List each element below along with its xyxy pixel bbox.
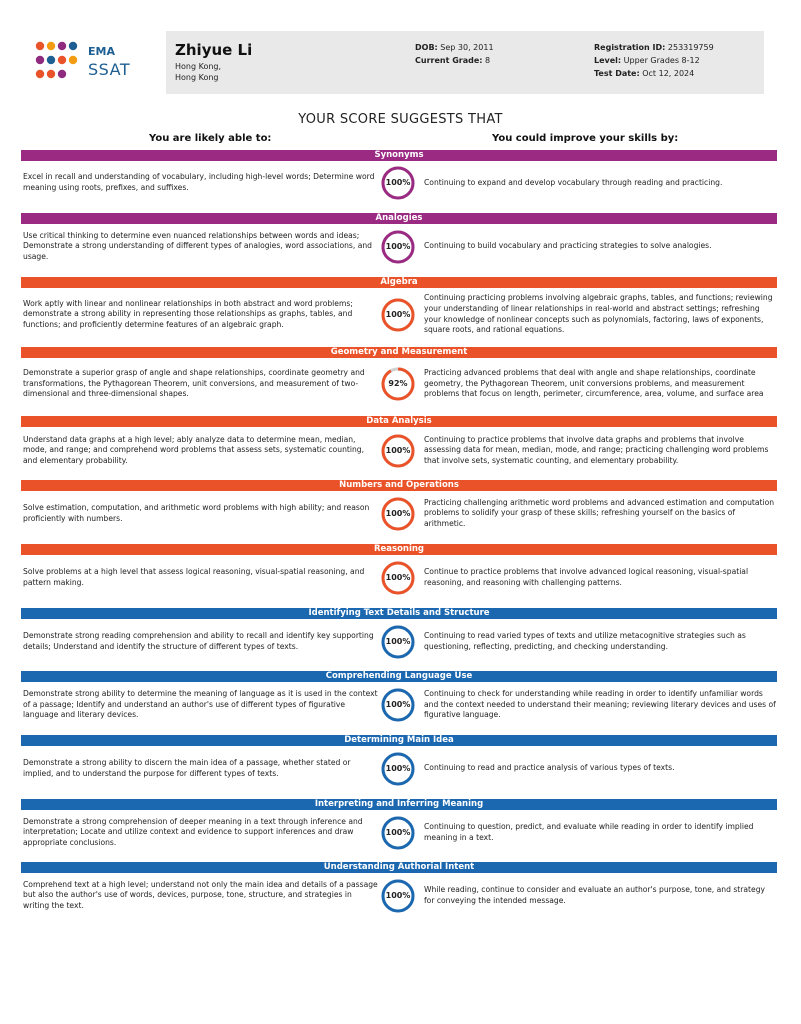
section-title: Data Analysis <box>366 416 432 426</box>
score-ring <box>381 752 415 786</box>
student-location-line1: Hong Kong, <box>175 62 222 71</box>
section-title-bar <box>21 735 777 746</box>
logo-dots-icon <box>34 41 86 85</box>
section-title: Synonyms <box>374 150 424 160</box>
dob-field <box>415 43 494 52</box>
improve-text <box>424 288 777 341</box>
likely-able-sentence: Work aptly with linear and nonlinear relationships in both abstract and word problems; demonstrate a strong ability in representing those relationships as graphs, tables, and functions; and proficiently determine features of an algebraic graph. <box>23 298 353 329</box>
score-section <box>21 150 777 205</box>
improve-sentence: Practicing challenging arithmetic word problems and advanced estimation and computation problems to solidify your grasp of these skills; refreshing yourself on the basics of arithmetic. <box>424 497 775 528</box>
dob-label: DOB: <box>415 43 438 52</box>
score-ring <box>381 625 415 659</box>
likely-able-text <box>23 682 378 728</box>
likely-able-text <box>23 746 378 791</box>
score-percent: 100% <box>385 241 411 251</box>
score-ring <box>381 434 415 468</box>
section-title-bar <box>21 347 777 358</box>
likely-able-heading: You are likely able to: <box>149 133 272 144</box>
score-percent: 100% <box>385 508 411 518</box>
test-date-value: Oct 12, 2024 <box>642 69 695 78</box>
score-section <box>21 735 777 791</box>
score-ring <box>381 561 415 595</box>
score-section <box>21 416 777 474</box>
logo-product: SSAT <box>88 60 131 79</box>
dob-value: Sep 30, 2011 <box>440 43 494 52</box>
student-info-panel <box>166 31 764 94</box>
improve-sentence: Continuing to expand and develop vocabulary through reading and practicing. <box>424 177 723 187</box>
section-title: Numbers and Operations <box>339 480 459 490</box>
page-title: YOUR SCORE SUGGESTS THAT <box>298 112 503 127</box>
registration-label: Registration ID: <box>594 43 666 52</box>
improve-sentence: Continue to practice problems that involve advanced logical reasoning, visual-spatial reasoning, and reasoning with challenging patterns. <box>424 566 749 587</box>
score-section <box>21 480 777 536</box>
score-ring <box>381 497 415 531</box>
score-ring <box>381 879 415 913</box>
improve-text <box>424 161 777 205</box>
likely-able-sentence: Demonstrate a strong comprehension of deeper meaning in a text through inference and interpretation; Locate and utilize context and evidence to support inferences and draw appropriate conclusions. <box>23 816 363 847</box>
improve-text <box>424 555 777 600</box>
likely-able-sentence: Demonstrate a superior grasp of angle and shape relationships, coordinate geometry and transformations, the Pythagorean Theorem, unit conversions, and measurement of two-dimensional and three-dimensional shapes. <box>23 368 365 399</box>
section-title: Analogies <box>375 213 423 223</box>
score-ring <box>381 367 415 401</box>
grade-value: 8 <box>485 56 491 65</box>
section-title: Algebra <box>380 277 418 287</box>
score-percent: 100% <box>385 309 411 319</box>
likely-able-text <box>23 555 378 600</box>
student-name: Zhiyue Li <box>175 41 253 59</box>
improve-text <box>424 682 777 728</box>
improve-text <box>424 358 777 410</box>
score-percent: 92% <box>388 379 408 388</box>
score-ring <box>381 166 415 200</box>
score-section <box>21 213 777 269</box>
improve-text <box>424 491 777 536</box>
score-section <box>21 862 777 918</box>
likely-able-text <box>23 810 378 855</box>
score-ring <box>381 298 415 332</box>
score-percent: 100% <box>385 763 411 773</box>
likely-able-sentence: Solve problems at a high level that assess logical reasoning, visual-spatial reasoning, and pattern making. <box>23 566 365 587</box>
improve-sentence: Continuing to build vocabulary and practicing strategies to solve analogies. <box>424 241 712 251</box>
likely-able-sentence: Use critical thinking to determine even nuanced relationships between words and ideas; Demonstrate a strong understanding of different types of analogies, word associations, and usage. <box>23 230 372 261</box>
improve-text <box>424 746 777 791</box>
likely-able-sentence: Demonstrate strong reading comprehension and ability to recall and identify key supporting details; Understand and identify the structure of different types of texts. <box>23 630 374 651</box>
registration-field <box>594 43 714 52</box>
section-title-bar <box>21 608 777 619</box>
score-section <box>21 671 777 728</box>
section-title-bar <box>21 213 777 224</box>
grade-label: Current Grade: <box>415 56 483 65</box>
section-title-bar <box>21 671 777 682</box>
improve-sentence: Practicing advanced problems that deal with angle and shape relationships, coordinate geometry, the Pythagorean Theorem, unit conversions problems, and measurement problems that focus on length, perimeter, circumference, area, volume, and surface area <box>424 368 764 399</box>
improve-sentence: Continuing to read and practice analysis of various types of texts. <box>424 763 675 773</box>
improve-sentence: Continuing to read varied types of texts and utilize metacognitive strategies such as questioning, reflecting, predicting, and checking understanding. <box>424 630 746 651</box>
registration-value: 253319759 <box>667 43 714 52</box>
section-title-bar <box>21 416 777 427</box>
likely-able-sentence: Demonstrate strong ability to determine the meaning of language as it is used in the context of a passage; Identify and understand an author's use of different types of figurative language and literary devices. <box>23 689 378 720</box>
score-ring <box>381 688 415 722</box>
score-percent: 100% <box>385 445 411 455</box>
score-ring <box>381 816 415 850</box>
section-title: Interpreting and Inferring Meaning <box>314 799 484 809</box>
score-section <box>21 347 777 410</box>
improve-sentence: Continuing to check for understanding while reading in order to identify unfamiliar words and the context needed to understand their meaning; reviewing literary devices and uses of figurative language. <box>424 689 776 720</box>
improve-sentence: Continuing to practice problems that involve data graphs and problems that involve assessing data for mean, median, mode, and range; practicing challenging word problems that involve sets, systematic counting, and elementary probability. <box>424 434 769 465</box>
score-percent: 100% <box>385 890 411 900</box>
section-title-bar <box>21 544 777 555</box>
likely-able-sentence: Solve estimation, computation, and arithmetic word problems with high ability; and reason proficiently with numbers. <box>23 502 370 523</box>
section-title-bar <box>21 480 777 491</box>
score-section <box>21 608 777 664</box>
student-location-line2: Hong Kong <box>175 73 219 82</box>
grade-field <box>415 56 490 65</box>
improve-text <box>424 619 777 664</box>
likely-able-text <box>23 427 378 474</box>
section-title: Comprehending Language Use <box>325 671 473 681</box>
section-title: Geometry and Measurement <box>330 347 468 357</box>
improve-skills-heading: You could improve your skills by: <box>492 133 679 144</box>
section-title: Reasoning <box>373 544 425 554</box>
level-field <box>594 56 700 65</box>
report-header <box>20 31 764 94</box>
score-percent: 100% <box>385 636 411 646</box>
likely-able-text <box>23 161 378 205</box>
level-value: Upper Grades 8-12 <box>623 56 700 65</box>
score-section <box>21 799 777 855</box>
likely-able-text <box>23 873 378 918</box>
section-title-bar <box>21 277 777 288</box>
section-title-bar <box>21 150 777 161</box>
improve-sentence: Continuing to question, predict, and evaluate while reading in order to identify implied meaning in a text. <box>424 821 754 842</box>
section-title: Determining Main Idea <box>344 735 454 745</box>
score-percent: 100% <box>385 178 411 187</box>
logo-org: EMA <box>88 45 115 58</box>
score-percent: 100% <box>385 572 411 582</box>
likely-able-text <box>23 224 378 269</box>
improve-text <box>424 224 777 269</box>
likely-able-text <box>23 288 378 341</box>
likely-able-sentence: Comprehend text at a high level; understand not only the main idea and details of a passage but also the author's use of words, devices, purpose, tone, structure, and strategies in writing the text. <box>23 879 378 910</box>
section-title: Understanding Authorial Intent <box>323 862 475 872</box>
ema-ssat-logo <box>20 31 165 94</box>
section-title-bar <box>21 799 777 810</box>
score-section <box>21 277 777 341</box>
likely-able-text <box>23 358 378 410</box>
score-section <box>21 544 777 600</box>
level-label: Level: <box>594 56 622 65</box>
improve-sentence: While reading, continue to consider and evaluate an author's purpose, tone, and strategy for conveying the intended message. <box>424 884 766 905</box>
score-percent: 100% <box>385 827 411 837</box>
likely-able-sentence: Understand data graphs at a high level; ably analyze data to determine mean, median, mode, and range; and comprehend word problems that assess sets, systematic counting, and elementary probability. <box>23 434 365 465</box>
improve-sentence: Continuing practicing problems involving algebraic graphs, tables, and functions; reviewing your understanding of linear relationships in real-world and abstract settings; refreshing your knowledge of nonlinear concepts such as polynomials, factoring, laws of exponents, square roots, and rational equations. <box>424 293 773 335</box>
improve-text <box>424 810 777 855</box>
likely-able-text <box>23 619 378 664</box>
score-ring <box>381 230 415 264</box>
test-date-label: Test Date: <box>594 69 640 78</box>
likely-able-sentence: Excel in recall and understanding of vocabulary, including high-level words; Determine word meaning using roots, prefixes, and suffixes. <box>23 172 375 192</box>
likely-able-sentence: Demonstrate a strong ability to discern the main idea of a passage, whether stated or implied, and to understand the purpose for different types of texts. <box>23 757 351 778</box>
likely-able-text <box>23 491 378 536</box>
section-title: Identifying Text Details and Structure <box>308 608 490 618</box>
improve-text <box>424 873 777 918</box>
improve-text <box>424 427 777 474</box>
score-percent: 100% <box>385 700 411 709</box>
test-date-field <box>594 69 694 78</box>
section-title-bar <box>21 862 777 873</box>
